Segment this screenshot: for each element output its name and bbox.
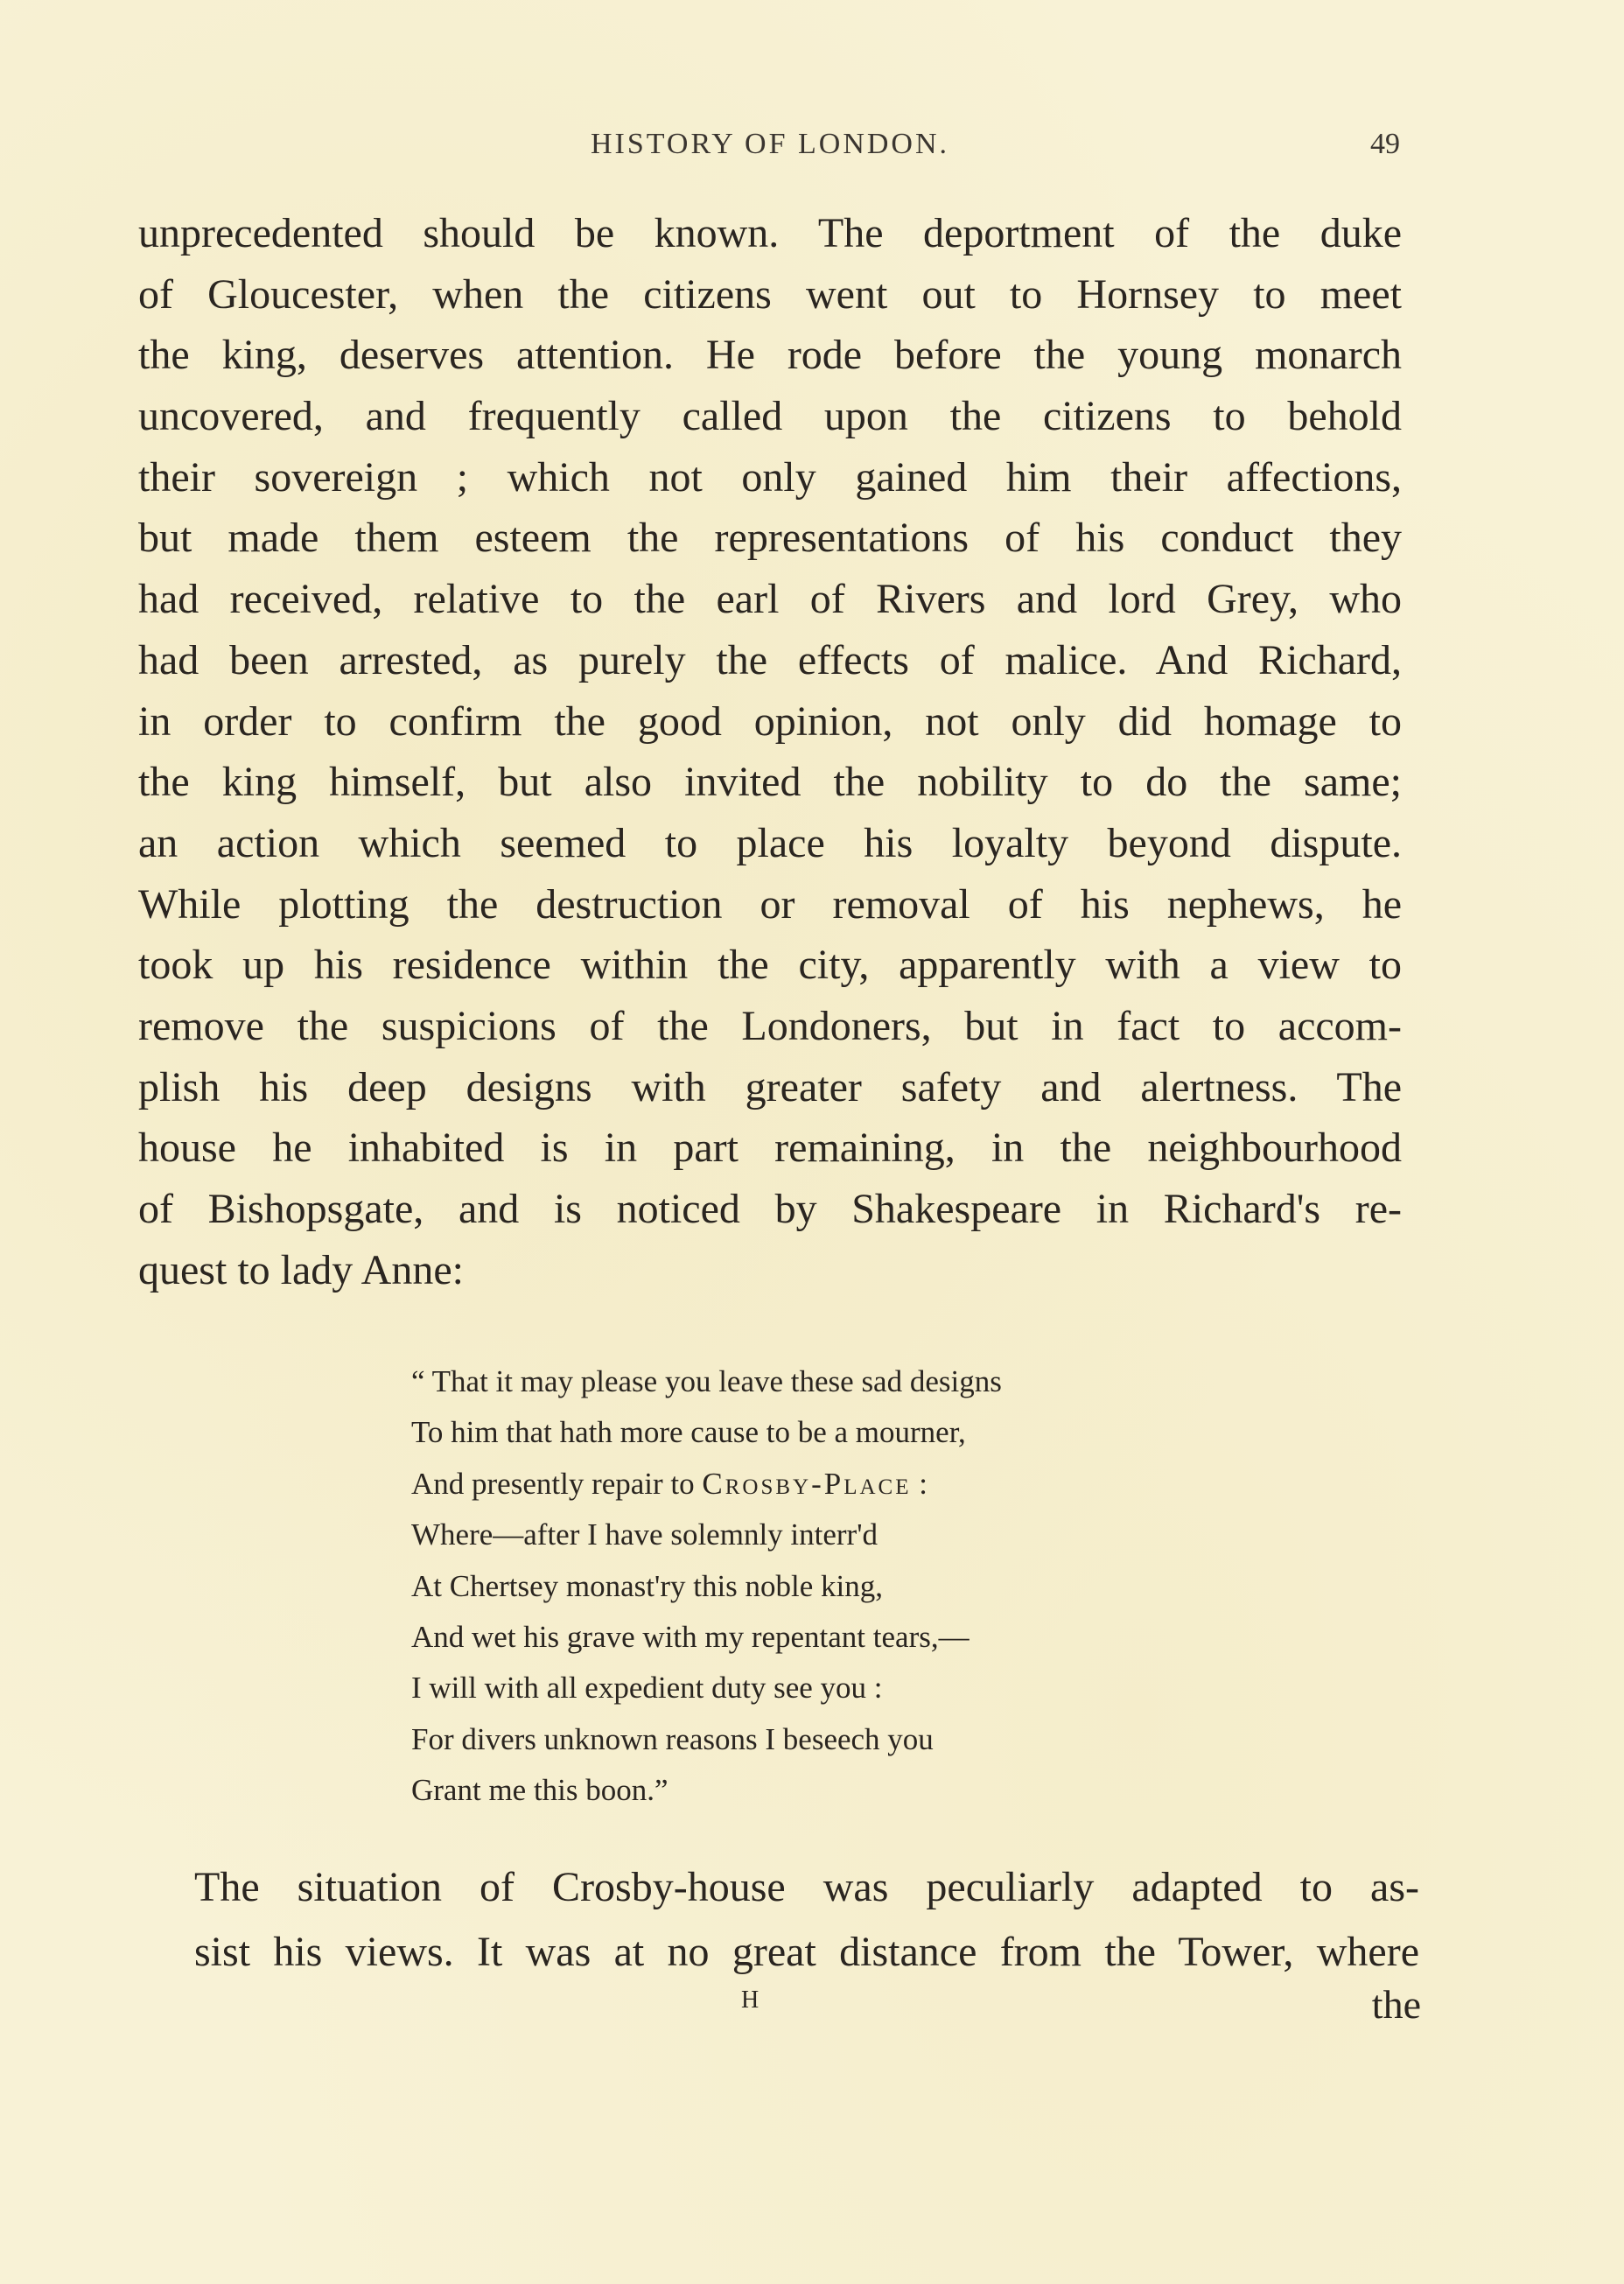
- text-line: the king, deserves attention. He rode before the young monarch: [138, 332, 1402, 379]
- verse-line: [411, 1459, 1181, 1510]
- text-line: had received, relative to the earl of Rivers and lord Grey, who: [138, 576, 1402, 623]
- place-name: Crosby-Place: [702, 1466, 912, 1501]
- verse-line: For divers unknown reasons I beseech you: [411, 1721, 934, 1756]
- text-line: plish his deep designs with greater safety and alertness. The: [138, 1063, 1402, 1110]
- text-line: remove the suspicions of the Londoners, but in fact to accom-: [138, 1002, 1402, 1049]
- text-line: of Bishopsgate, and is noticed by Shakespeare in Richard's re-: [138, 1186, 1402, 1232]
- page-number: 49: [1370, 128, 1400, 160]
- text-line: had been arrested, as purely the effects of malice. And Richard,: [138, 636, 1402, 683]
- verse-line: At Chertsey monast'ry this noble king,: [411, 1568, 884, 1603]
- text-line: took up his residence within the city, apparently with a view to: [138, 942, 1402, 989]
- running-head: [140, 128, 1400, 166]
- closing-paragraph: [194, 1855, 1419, 1985]
- text-line: of Gloucester, when the citizens went out to Hornsey to meet: [138, 270, 1402, 318]
- verse-line-suffix: :: [911, 1466, 928, 1501]
- text-line: in order to confirm the good opinion, not only did homage to: [138, 697, 1402, 745]
- text-line: While plotting the destruction or removal of his nephews, he: [138, 880, 1402, 928]
- text-line: sist his views. It was at no great distance from the Tower, where: [194, 1929, 1419, 1975]
- verse-quotation: [411, 1356, 1181, 1817]
- verse-line: To him that hath more cause to be a mourner,: [411, 1415, 966, 1450]
- catchword: the: [1371, 1982, 1421, 2027]
- text-line: The situation of Crosby-house was peculiarly adapted to as-: [194, 1864, 1419, 1910]
- verse-line: “ That it may please you leave these sad designs: [411, 1364, 1002, 1398]
- text-line: the king himself, but also invited the nobility to do the same;: [138, 759, 1402, 806]
- verse-line-prefix: And presently repair to: [411, 1466, 703, 1501]
- running-title: HISTORY OF LONDON.: [590, 128, 950, 160]
- text-line: unprecedented should be known. The deportment of the duke: [138, 210, 1402, 256]
- text-line: uncovered, and frequently called upon the citizens to behold: [138, 393, 1402, 440]
- main-paragraph: [138, 203, 1402, 1300]
- signature-mark: H: [741, 1986, 761, 2014]
- verse-line: Grant me this boon.”: [411, 1773, 668, 1808]
- verse-line: Where—after I have solemnly interr'd: [411, 1517, 878, 1552]
- text-line: their sovereign ; which not only gained him their affections,: [138, 453, 1402, 501]
- verse-line: I will with all expedient duty see you :: [411, 1671, 883, 1706]
- text-line: an action which seemed to place his loyalty beyond dispute.: [138, 819, 1402, 866]
- text-line: house he inhabited is in part remaining, in the neighbourhood: [138, 1124, 1402, 1172]
- text-line: quest to lady Anne:: [138, 1246, 464, 1293]
- text-line: but made them esteem the representations of his conduct they: [138, 515, 1402, 562]
- verse-line: And wet his grave with my repentant tears,—: [411, 1619, 970, 1654]
- page-footer: [194, 1981, 1419, 2025]
